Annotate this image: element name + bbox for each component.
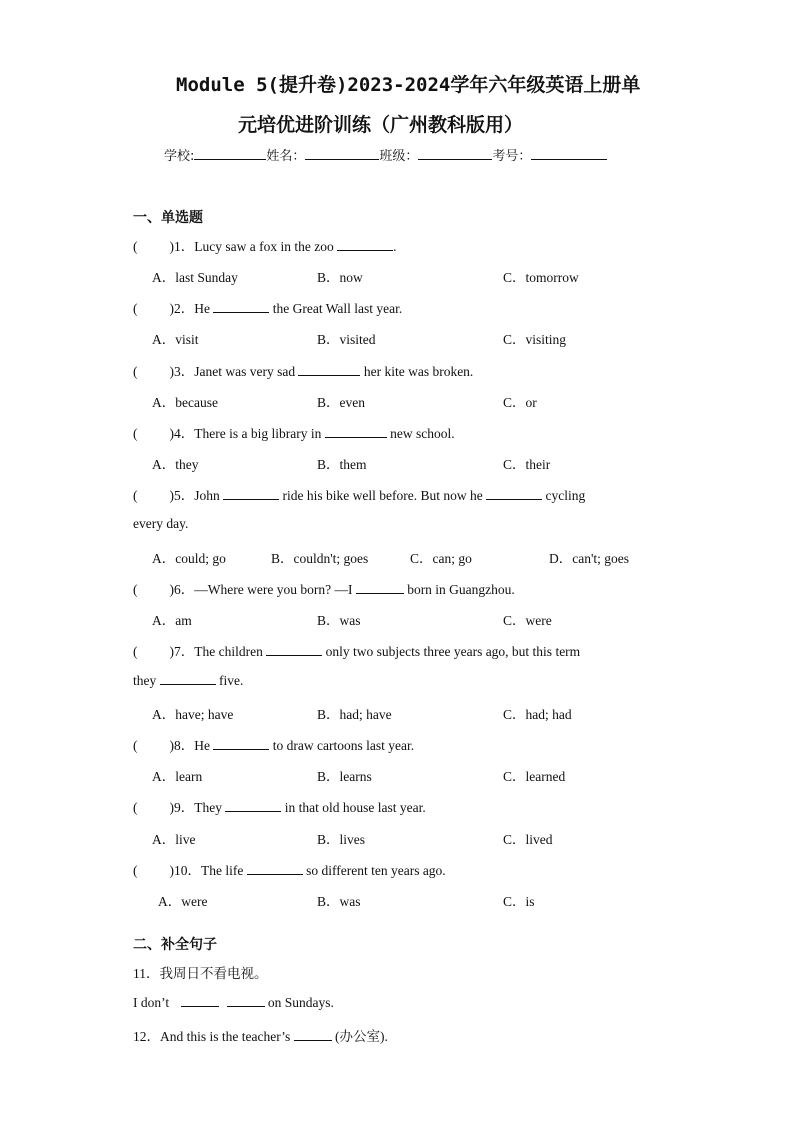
- option-d[interactable]: D．can't; goes: [549, 551, 630, 566]
- question-9: [133, 796, 426, 816]
- blank[interactable]: [298, 363, 360, 376]
- section-heading-single-choice: 一、单选题: [133, 210, 203, 226]
- question-number: 2．: [174, 301, 195, 316]
- option-b[interactable]: B．lives: [317, 832, 366, 847]
- blank[interactable]: [160, 672, 216, 685]
- option-c[interactable]: C．had; had: [503, 707, 572, 722]
- question-text: cycling: [542, 488, 586, 503]
- question-text: The children: [194, 644, 267, 659]
- answer-paren-right: ): [169, 644, 174, 659]
- question-3: [133, 360, 473, 380]
- title-line-2: 元培优进阶训练（广州教科版用）: [238, 114, 524, 136]
- option-a[interactable]: A．learn: [152, 769, 203, 784]
- question-text: There is a big library in: [194, 426, 325, 441]
- option-c[interactable]: C．visiting: [503, 332, 567, 347]
- option-a[interactable]: A．could; go: [152, 551, 226, 566]
- question-number: 12．: [133, 1029, 160, 1044]
- answer-paren-left: (: [133, 301, 138, 316]
- name-blank[interactable]: [305, 147, 379, 160]
- option-c[interactable]: C．their: [503, 457, 551, 472]
- question-7: [133, 640, 580, 660]
- question-number: 9．: [174, 800, 195, 815]
- question-text: He: [194, 738, 214, 753]
- option-b[interactable]: B．was: [317, 894, 361, 909]
- question-text: in that old house last year.: [281, 800, 426, 815]
- question-text: And this is the teacher’s: [160, 1029, 294, 1044]
- question-text: so different ten years ago.: [302, 863, 446, 878]
- answer-paren-right: ): [169, 582, 174, 597]
- blank[interactable]: [337, 238, 393, 251]
- option-a[interactable]: A．am: [152, 613, 192, 628]
- option-a[interactable]: A．visit: [152, 332, 199, 347]
- title-line-1: Module 5(提升卷)2023-2024学年六年级英语上册单: [176, 74, 641, 96]
- answer-paren-left: (: [133, 582, 138, 597]
- blank[interactable]: [181, 994, 219, 1007]
- blank[interactable]: [266, 643, 322, 656]
- question-text: (办公室).: [331, 1029, 388, 1044]
- answer-paren-left: (: [133, 488, 138, 503]
- question-text: Janet was very sad: [194, 364, 299, 379]
- section-heading-complete-sentences: 二、补全句子: [133, 937, 217, 953]
- answer-paren-right: ): [169, 863, 174, 878]
- question-6: [133, 578, 515, 598]
- option-b[interactable]: B．now: [317, 270, 363, 285]
- question-number: 3．: [174, 364, 195, 379]
- blank[interactable]: [213, 300, 269, 313]
- option-b[interactable]: B．had; have: [317, 707, 392, 722]
- option-a[interactable]: A．live: [152, 832, 196, 847]
- question-text-chinese: 我周日不看电视。: [159, 966, 268, 982]
- question-text: on Sundays.: [264, 995, 334, 1010]
- blank[interactable]: [325, 425, 387, 438]
- class-label: 班级：: [379, 149, 419, 164]
- option-b[interactable]: B．them: [317, 457, 367, 472]
- option-c[interactable]: C．were: [503, 613, 552, 628]
- question-number: 8．: [174, 738, 195, 753]
- option-b[interactable]: B．even: [317, 395, 365, 410]
- question-text: the Great Wall last year.: [269, 301, 403, 316]
- option-b[interactable]: B．was: [317, 613, 361, 628]
- question-number: 4．: [174, 426, 195, 441]
- answer-paren-right: ): [169, 239, 174, 254]
- name-label: 姓名：: [266, 149, 306, 164]
- class-blank[interactable]: [418, 147, 492, 160]
- answer-paren-right: ): [169, 738, 174, 753]
- question-number: 5．: [174, 488, 195, 503]
- answer-paren-left: (: [133, 239, 138, 254]
- question-text: .: [393, 239, 397, 254]
- question-text: —Where were you born? —I: [194, 582, 356, 597]
- answer-paren-right: ): [169, 364, 174, 379]
- answer-paren-right: ): [169, 488, 174, 503]
- answer-paren-left: (: [133, 800, 138, 815]
- blank[interactable]: [356, 581, 404, 594]
- school-blank[interactable]: [194, 147, 266, 160]
- blank[interactable]: [213, 737, 269, 750]
- option-c[interactable]: C．tomorrow: [503, 270, 579, 285]
- exam-no-label: 考号：: [492, 149, 532, 164]
- answer-paren-left: (: [133, 738, 138, 753]
- option-c[interactable]: C．learned: [503, 769, 566, 784]
- question-text: new school.: [386, 426, 455, 441]
- question-5-continued: every day.: [133, 516, 189, 531]
- question-11-english: [133, 994, 334, 1011]
- question-number: 11．: [133, 966, 160, 981]
- answer-paren-right: ): [169, 301, 174, 316]
- option-a[interactable]: A．because: [152, 395, 218, 410]
- answer-paren-right: ): [169, 800, 174, 815]
- question-text: I don’t: [133, 995, 173, 1010]
- question-5: [133, 484, 585, 504]
- blank[interactable]: [247, 862, 303, 875]
- question-1: [133, 235, 396, 255]
- question-7-continued: [133, 672, 243, 689]
- answer-paren-left: (: [133, 364, 138, 379]
- answer-paren-left: (: [133, 644, 138, 659]
- question-text: her kite was broken.: [360, 364, 474, 379]
- answer-paren-right: ): [169, 426, 174, 441]
- question-2: [133, 297, 402, 317]
- question-text: born in Guangzhou.: [403, 582, 515, 597]
- option-c[interactable]: C．lived: [503, 832, 553, 847]
- question-number: 7．: [174, 644, 195, 659]
- question-text: to draw cartoons last year.: [269, 738, 415, 753]
- question-4: [133, 422, 455, 442]
- question-text: Lucy saw a fox in the zoo: [194, 239, 338, 254]
- blank[interactable]: [225, 799, 281, 812]
- option-c[interactable]: C．can; go: [410, 551, 472, 566]
- option-b[interactable]: B．couldn't; goes: [271, 551, 369, 566]
- blank[interactable]: [223, 487, 279, 500]
- option-a[interactable]: A．have; have: [152, 707, 234, 722]
- option-b[interactable]: B．visited: [317, 332, 376, 347]
- option-c[interactable]: C．is: [503, 894, 535, 909]
- question-text: they: [133, 673, 160, 688]
- option-b[interactable]: B．learns: [317, 769, 372, 784]
- question-11: [133, 962, 268, 982]
- option-a[interactable]: A．last Sunday: [152, 270, 238, 285]
- student-info-row: [164, 145, 607, 164]
- question-text: ride his bike well before. But now he: [279, 488, 487, 503]
- exam-no-blank[interactable]: [531, 147, 607, 160]
- answer-paren-left: (: [133, 863, 138, 878]
- blank[interactable]: [486, 487, 542, 500]
- question-10: [133, 859, 446, 879]
- option-a[interactable]: A．were: [158, 894, 208, 909]
- question-8: [133, 734, 414, 754]
- question-text: only two subjects three years ago, but this term: [322, 644, 581, 659]
- question-text: five.: [215, 673, 244, 688]
- question-text: The life: [201, 863, 247, 878]
- question-number: 1．: [174, 239, 195, 254]
- question-12: [133, 1025, 388, 1045]
- option-a[interactable]: A．they: [152, 457, 199, 472]
- blank[interactable]: [227, 994, 265, 1007]
- question-number: 10．: [174, 863, 201, 878]
- question-text: They: [194, 800, 226, 815]
- answer-paren-left: (: [133, 426, 138, 441]
- question-text: He: [194, 301, 214, 316]
- option-c[interactable]: C．or: [503, 395, 537, 410]
- school-label: 学校:: [164, 149, 195, 164]
- question-number: 6．: [174, 582, 195, 597]
- question-text: John: [194, 488, 224, 503]
- blank[interactable]: [294, 1028, 332, 1041]
